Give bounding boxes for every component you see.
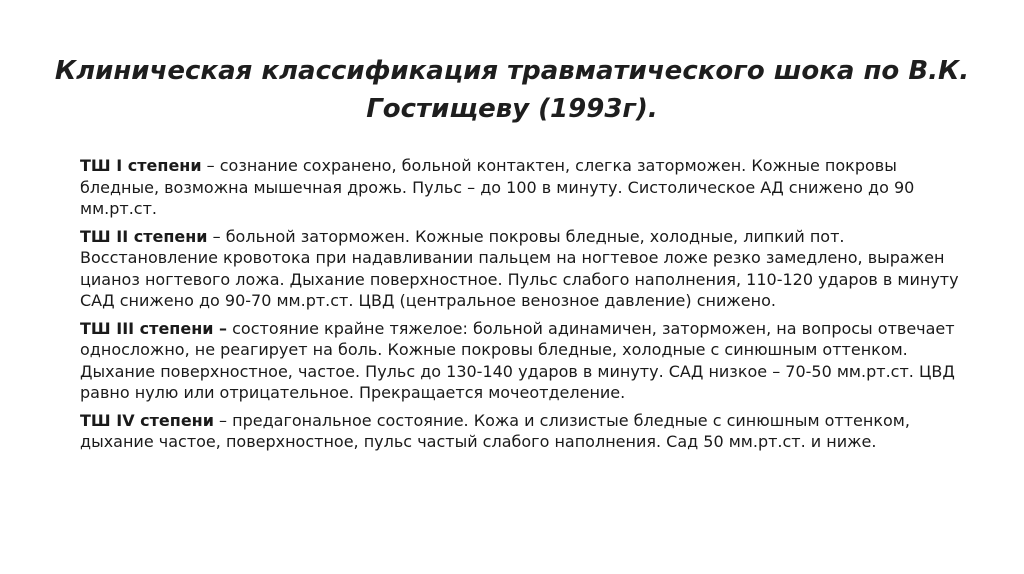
slide-body bbox=[80, 155, 960, 459]
grade-description: – сознание сохранено, больной контактен, слегка заторможен. Кожные покровы бледные, возможна мышечная дрожь. Пульс – до 100 в минуту. Систолическое АД снижено до 90 мм.рт.ст. bbox=[80, 156, 915, 218]
paragraph-shock-grade-2 bbox=[80, 226, 960, 312]
grade-label: ТШ III степени – bbox=[80, 318, 228, 338]
grade-label: ТШ IV степени bbox=[80, 410, 214, 430]
slide-title bbox=[40, 52, 984, 128]
grade-label: ТШ I степени bbox=[80, 156, 202, 175]
grade-description: – предагональное состояние. Кожа и слизистые бледные с синюшным оттенком, дыхание частое, поверхностное, пульс частый слабого наполнения. Сад 50 мм.рт.ст. и ниже. bbox=[80, 410, 910, 451]
slide-title-line-1: Клиническая классификация травматического шока по В.К. bbox=[54, 56, 970, 86]
grade-description: – больной заторможен. Кожные покровы бледные, холодные, липкий пот. Восстановление кровотока при надавливании пальцем на ногтевое ложе резко замедлено, выражен цианоз ногтевого ложа. Дыхание поверхностное. Пульс слабого наполнения, 110-120 ударов в минуту САД снижено до 90-70 мм.рт.ст. ЦВД (центральное венозное давление) снижено. bbox=[80, 226, 959, 310]
paragraph-shock-grade-1 bbox=[80, 155, 960, 220]
slide-title-line-2: Гостищеву (1993г). bbox=[366, 94, 658, 124]
grade-label: ТШ II степени bbox=[80, 226, 208, 246]
paragraph-shock-grade-3 bbox=[80, 318, 960, 404]
grade-description: состояние крайне тяжелое: больной адинамичен, заторможен, на вопросы отвечает односложно, не реагирует на боль. Кожные покровы бледные, холодные с синюшным оттенком. Дыхание поверхностное, частое. Пульс до 130-140 ударов в минуту. САД низкое – 70-50 мм.рт.ст. ЦВД равно нулю или отрицательное. Прекращается мочеотделение. bbox=[80, 318, 955, 402]
paragraph-shock-grade-4 bbox=[80, 410, 960, 453]
